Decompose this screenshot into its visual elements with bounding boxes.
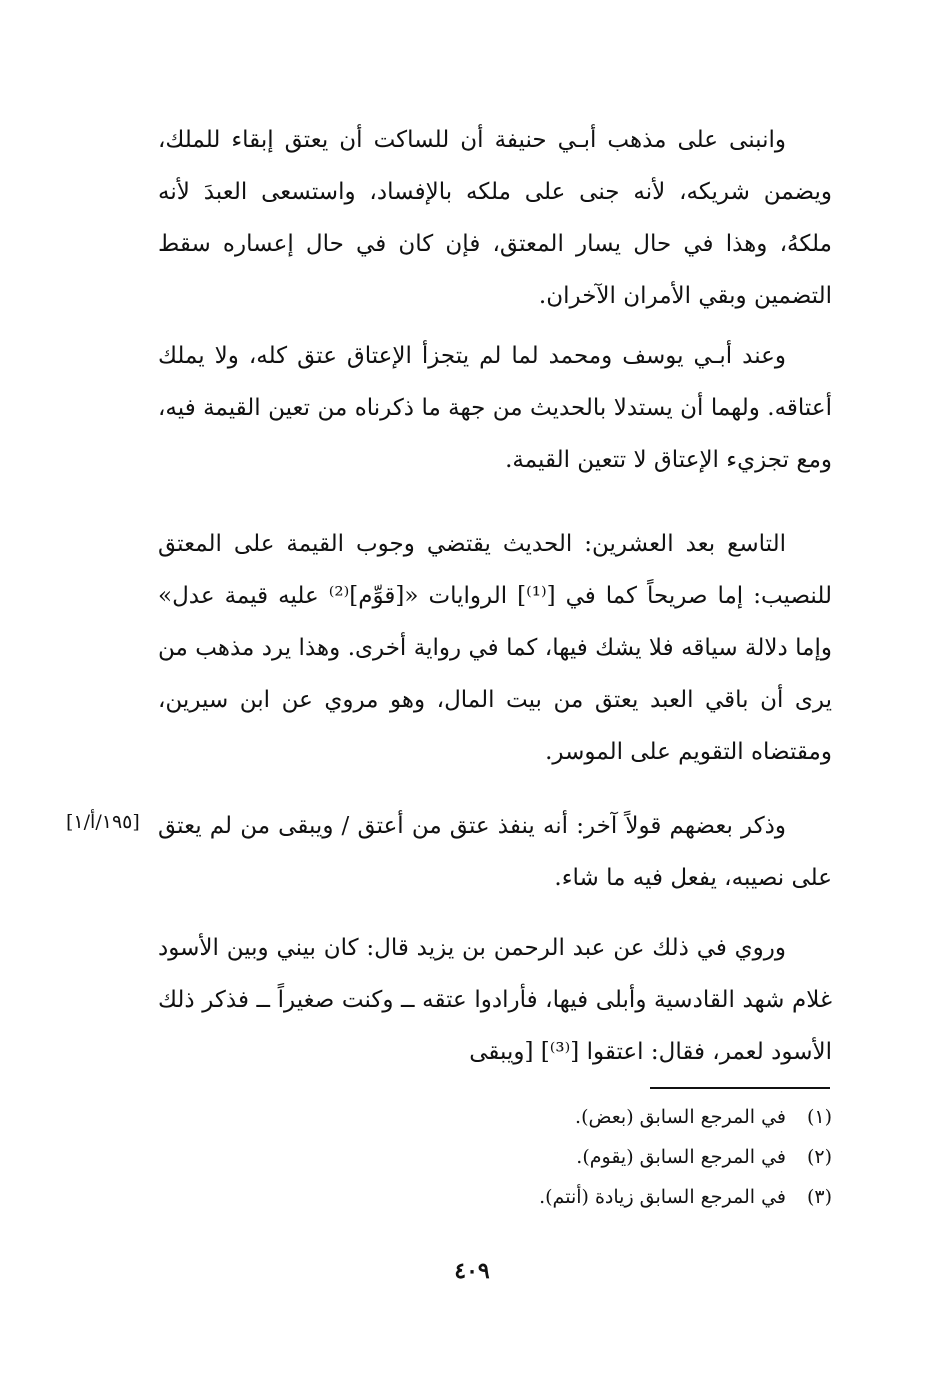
footnote-number: (٣) <box>806 1186 832 1208</box>
paragraph-1: وانبنى على مذهب أبـي حنيفة أن للساكت أن يعتق إبقاء للملك، ويضمن شريكه، لأنه جنى على ملكه بالإفساد، واستسعى العبدَ لأنه ملكهُ، وهذا في حال يسار المعتق، فإن كان في حال إعساره سقط التضمين وبقي الأمران الآخران. <box>158 127 832 309</box>
footnote-separator <box>650 1087 830 1089</box>
footnote-1 <box>232 1097 832 1137</box>
paragraph-4: وذكر بعضهم قولاً آخر: أنه ينفذ عتق من أعتق / ويبقى من لم يعتق على نصيبه، يفعل فيه ما شاء. <box>158 813 832 891</box>
paragraph-2: وعند أبـي يوسف ومحمد لما لم يتجزأ الإعتاق عتق كله، ولا يملك أعتاقه. ولهما أن يستدلا بالحديث من جهة ما ذكرناه من تعين القيمة فيه، ومع تجزيء الإعتاق لا تتعين القيمة. <box>158 343 832 473</box>
manuscript-folio-reference: [١٩٥/أ/١] <box>66 811 140 833</box>
footnote-number: (٢) <box>806 1146 832 1168</box>
footnote-2 <box>232 1137 832 1177</box>
footnote-text: في المرجع السابق (يقوم). <box>576 1146 786 1168</box>
page-number: ٤٠٩ <box>454 1258 490 1284</box>
footnote-text: في المرجع السابق (بعض). <box>575 1106 786 1128</box>
footnote-3 <box>232 1177 832 1217</box>
paragraph-3: التاسع بعد العشرين: الحديث يقتضي وجوب القيمة على المعتق للنصيب: إما صريحاً كما في [⁽¹⁾] الروايات «[قوِّم]⁽²⁾ عليه قيمة عدل» وإما دلالة سياقه فلا يشك فيها، كما في رواية أخرى. وهذا يرد مذهب من يرى أن باقي العبد يعتق من بيت المال، وهو مروي عن ابن سيرين، ومقتضاه التقويم على الموسر. <box>158 531 832 765</box>
footnote-number: (١) <box>806 1106 832 1128</box>
footnotes-list <box>232 1097 832 1217</box>
footnote-text: في المرجع السابق زيادة (أنتم). <box>539 1186 786 1208</box>
paragraph-5: وروي في ذلك عن عبد الرحمن بن يزيد قال: كان بيني وبين الأسود غلام شهد القادسية وأبلى فيها، فأرادوا عتقه ــ وكنت صغيراً ــ فذكر ذلك الأسود لعمر، فقال: اعتقوا [⁽³⁾] [ويبقى <box>158 935 832 1065</box>
